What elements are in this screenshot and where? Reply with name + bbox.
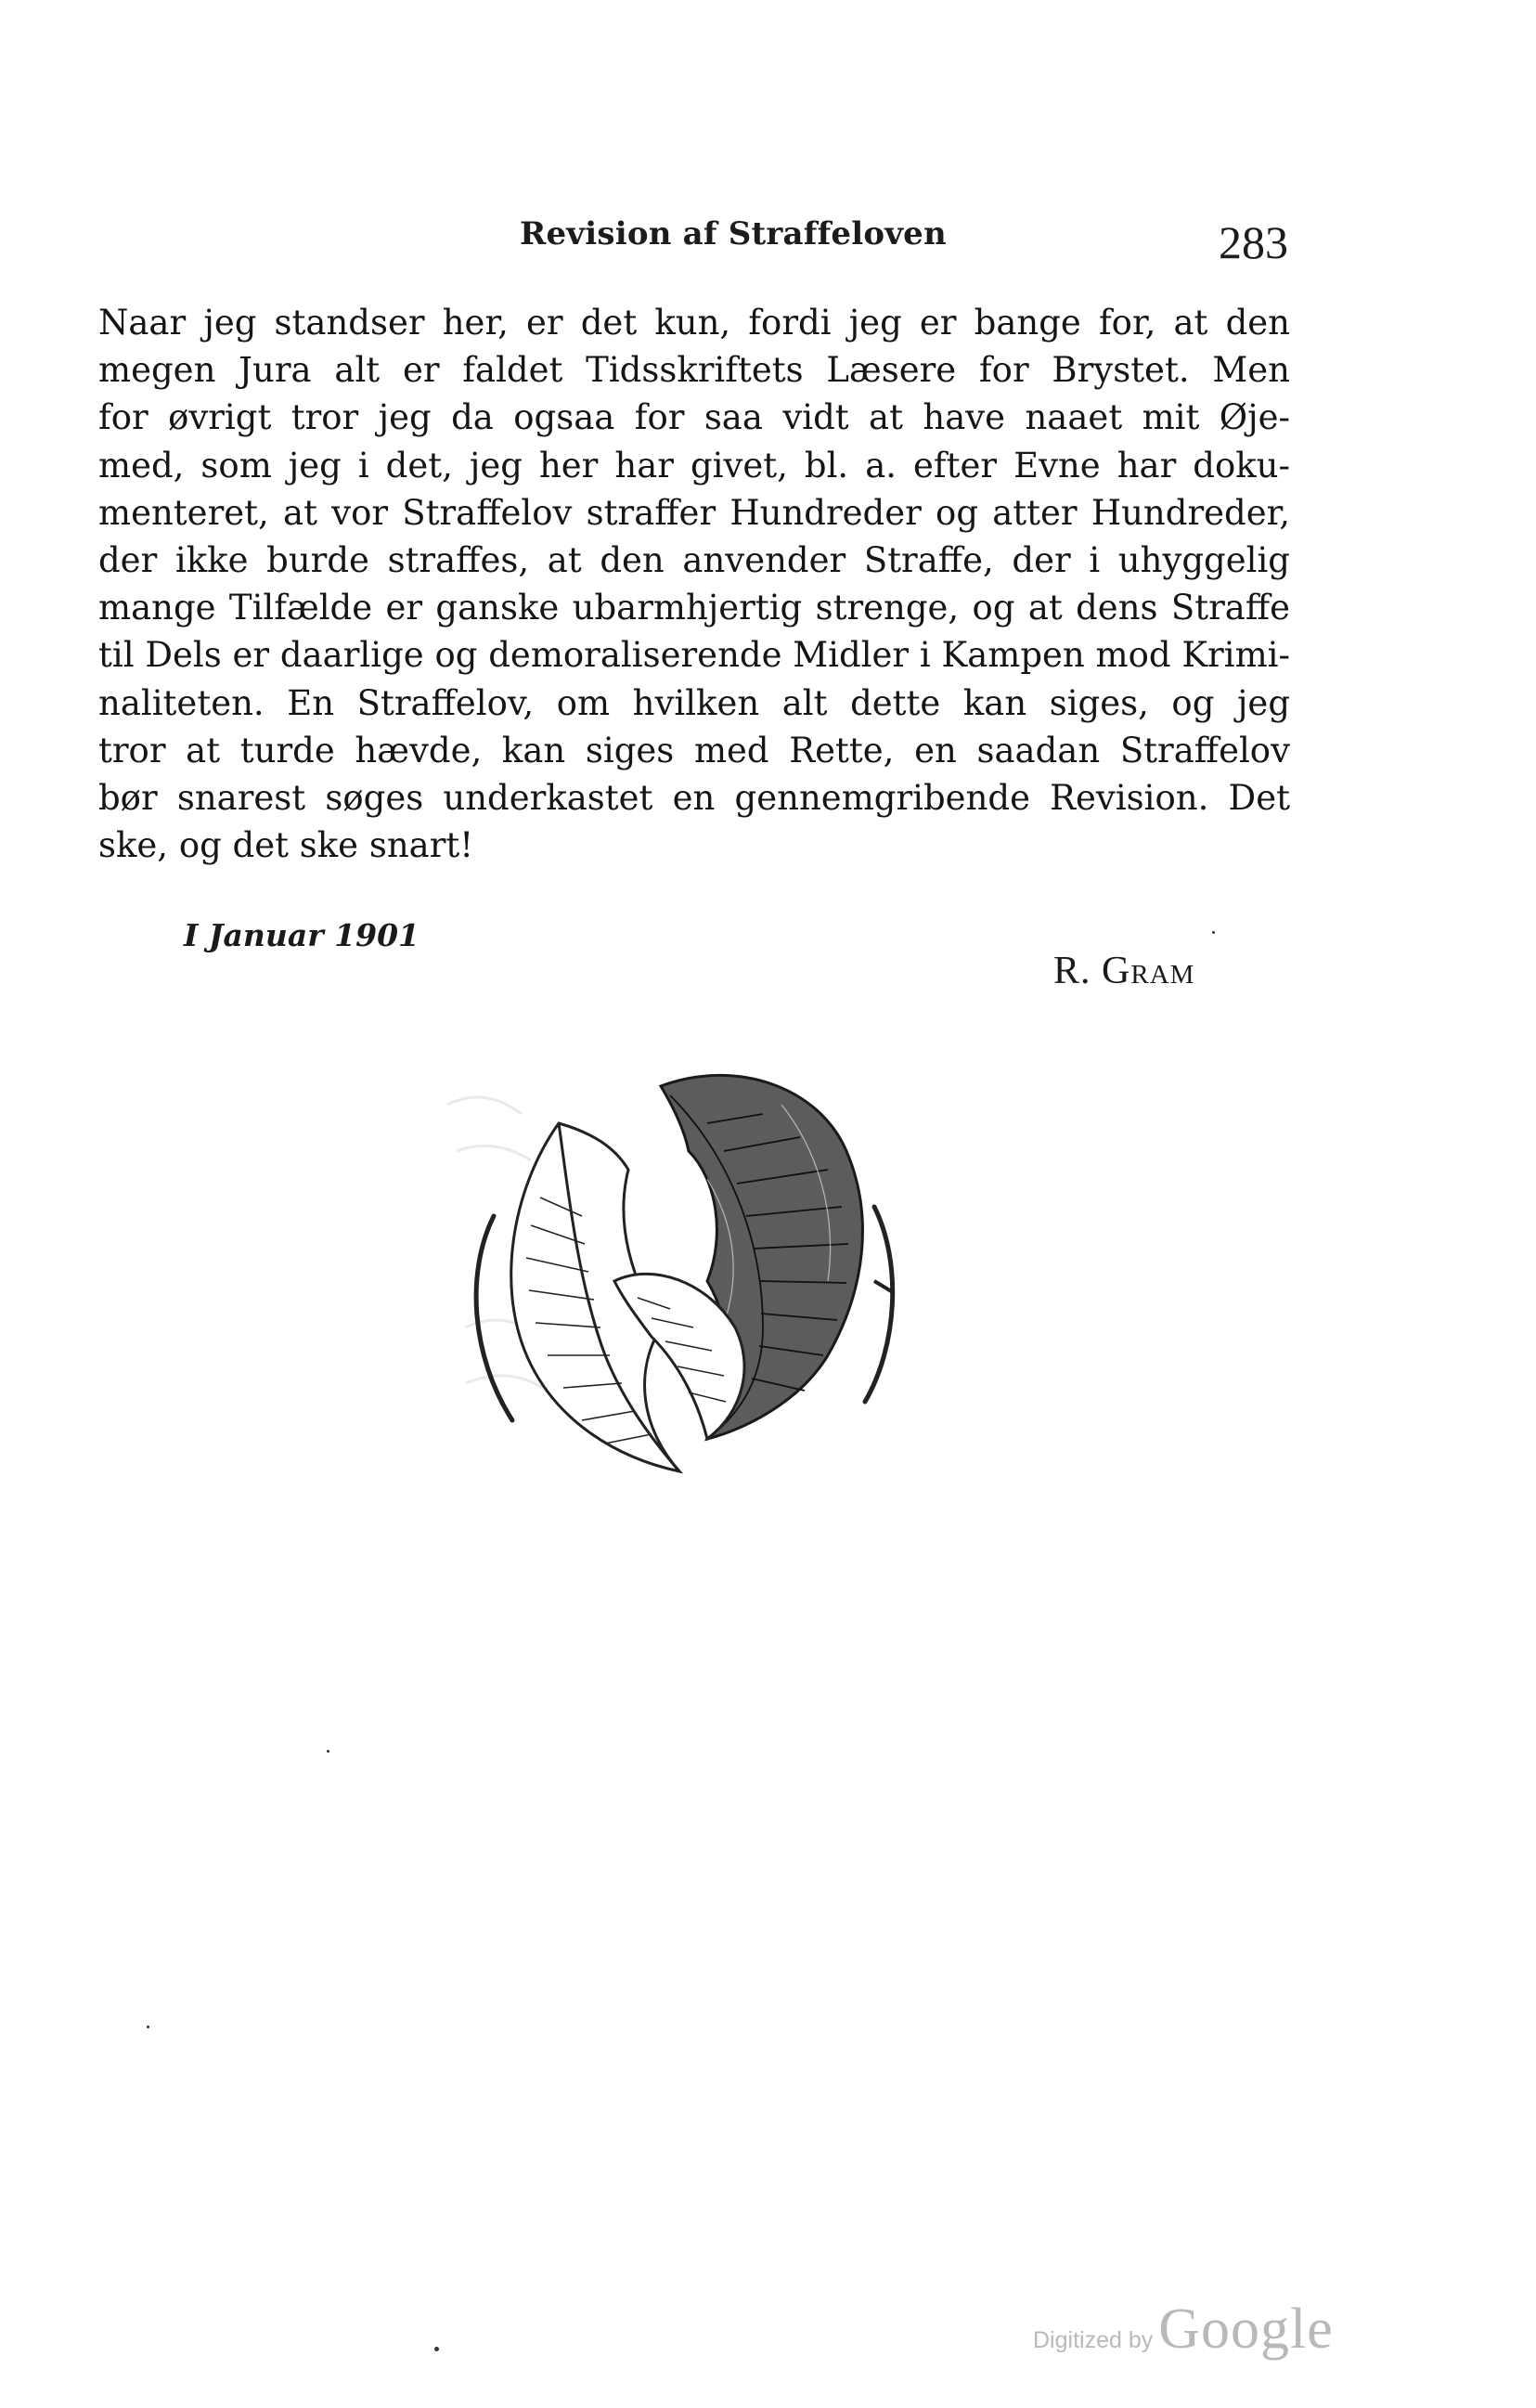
google-logo: Google: [1158, 2298, 1334, 2361]
ink-speck: [327, 1750, 329, 1753]
body-line: tror at turde hævde, kan siges med Rette, en saadan Straffelov: [98, 730, 1290, 770]
body-line: Naar jeg standser her, er det kun, fordi jeg er bange for, at den: [98, 303, 1290, 343]
body-line: megen Jura alt er faldet Tidsskriftets Læsere for Brystet. Men: [98, 350, 1290, 391]
body-line: menteret, at vor Straffelov straffer Hundreder og atter Hundreder,: [98, 492, 1290, 533]
body-line: til Dels er daarlige og demoraliserende Midler i Kampen mod Krimi-: [98, 635, 1290, 676]
body-line: med, som jeg i det, jeg her har givet, bl. a. efter Evne har doku-: [98, 445, 1290, 485]
ink-speck: [147, 2026, 149, 2028]
body-line: naliteten. En Straffelov, om hvilken alt dette kan siges, og jeg: [98, 682, 1290, 723]
digitized-watermark: [1033, 2297, 1334, 2363]
page-number: 283: [1219, 216, 1288, 268]
body-line: for øvrigt tror jeg da ogsaa for saa vidt at have naaet mit Øje-: [98, 397, 1290, 438]
leaf-ornament: [429, 1049, 949, 1495]
body-paragraph: [98, 299, 1290, 869]
watermark-prefix: Digitized by: [1033, 2327, 1154, 2353]
body-line: mange Tilfælde er ganske ubarmhjertig strenge, og at dens Straffe: [98, 588, 1290, 628]
dateline: I Januar 1901: [184, 917, 420, 953]
body-line: bør snarest søges underkastet en gennemgribende Revision. Det: [98, 777, 1290, 818]
running-title: Revision af Straffeloven: [520, 215, 947, 252]
ink-speck: [434, 2347, 439, 2351]
body-line: ske, og det ske snart!: [98, 825, 474, 866]
body-line: der ikke burde straffes, at den anvender Straffe, der i uhyggelig: [98, 539, 1290, 580]
ink-speck: [1212, 931, 1215, 934]
author-signature: R. Gram: [1053, 950, 1195, 992]
